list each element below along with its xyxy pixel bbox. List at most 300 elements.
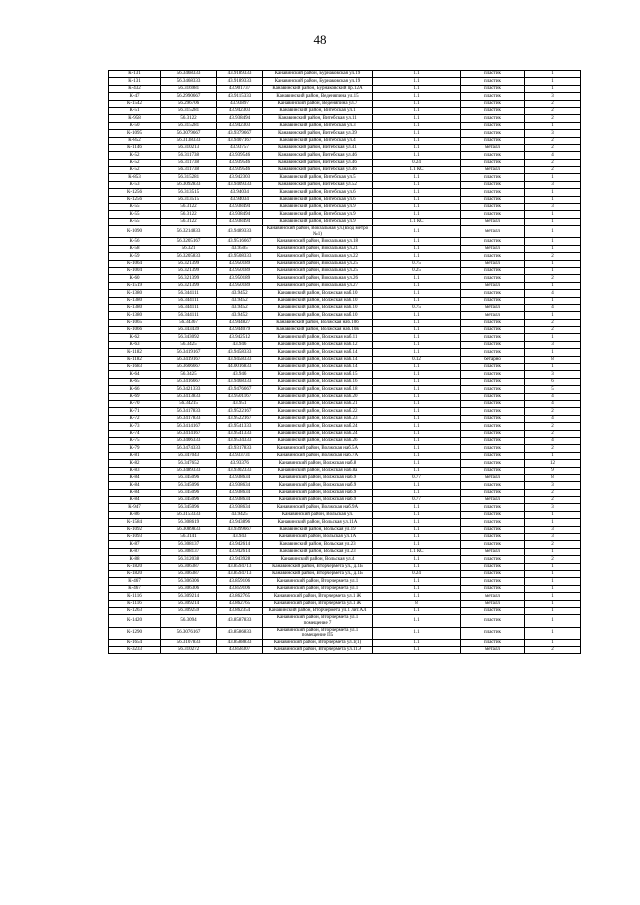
- count-cell: 2: [525, 430, 581, 437]
- container-code-cell: К-62: [109, 334, 161, 341]
- latitude-cell: 56.311738: [161, 152, 217, 159]
- address-cell: Канавинский район, Вторчермета ул.1 помещение П5: [263, 627, 373, 639]
- longitude-cell: 43.939546: [217, 159, 263, 166]
- longitude-cell: 43.9407167: [217, 137, 263, 144]
- material-cell: пластик: [461, 122, 525, 129]
- table-row: [109, 364, 581, 371]
- material-cell: пластик: [461, 174, 525, 181]
- table-row: [109, 204, 581, 211]
- longitude-cell: 43.9501167: [217, 393, 263, 400]
- latitude-cell: 56.308137: [161, 548, 217, 555]
- latitude-cell: 56.3079667: [161, 130, 217, 137]
- longitude-cell: 43.8587833: [217, 615, 263, 627]
- address-cell: Канавинский район, Волжская наб.7А: [263, 452, 373, 459]
- container-code-cell: К-1380: [109, 312, 161, 319]
- table-row: [109, 144, 581, 151]
- address-cell: Канавинский район, Волжская наб.10: [263, 304, 373, 311]
- volume-cell: 1.1: [373, 378, 461, 385]
- table-row: [109, 511, 581, 518]
- material-cell: пластик: [461, 319, 525, 326]
- table-row: [109, 174, 581, 181]
- address-cell: Канавинский район, Волжская наб.16: [263, 378, 373, 385]
- table-row: [109, 578, 581, 585]
- longitude-cell: 44.0016833: [217, 364, 263, 371]
- material-cell: пластик: [461, 460, 525, 467]
- material-cell: металл: [461, 282, 525, 289]
- volume-cell: 1.1: [373, 152, 461, 159]
- latitude-cell: 56.343092: [161, 334, 217, 341]
- count-cell: 9: [525, 467, 581, 474]
- count-cell: 2: [525, 275, 581, 282]
- longitude-cell: 43.862765: [217, 593, 263, 600]
- latitude-cell: 56.3092833: [161, 181, 217, 188]
- container-code-cell: К-467: [109, 578, 161, 585]
- longitude-cell: 43.858307: [217, 647, 263, 654]
- volume-cell: 1.1: [373, 144, 461, 151]
- longitude-cell: 43.950189: [217, 275, 263, 282]
- latitude-cell: 56.315281: [161, 122, 217, 129]
- longitude-cell: 43.9505: [217, 245, 263, 252]
- address-cell: Канавинский район, Волжская наб.24: [263, 423, 373, 430]
- table-row: [109, 181, 581, 188]
- material-cell: пластик: [461, 93, 525, 100]
- table-row: [109, 563, 581, 570]
- address-cell: Канавинский район, Волжская наб.10: [263, 312, 373, 319]
- count-cell: 2: [525, 327, 581, 334]
- table-row: [109, 615, 581, 627]
- table-row: [109, 349, 581, 356]
- address-cell: Канавинский район, Вокзальная ул.22: [263, 253, 373, 260]
- count-cell: 1: [525, 312, 581, 319]
- table-row: [109, 386, 581, 393]
- material-cell: пластик: [461, 541, 525, 548]
- count-cell: 1: [525, 238, 581, 245]
- container-code-cell: К-82: [109, 460, 161, 467]
- container-code-cell: К-1519: [109, 282, 161, 289]
- table-row: [109, 152, 581, 159]
- latitude-cell: 56.306387: [161, 570, 217, 577]
- container-code-cell: К-1065: [109, 319, 161, 326]
- material-cell: пластик: [461, 290, 525, 297]
- longitude-cell: 43.9516667: [217, 238, 263, 245]
- table-row: [109, 211, 581, 218]
- longitude-cell: 43.944079: [217, 327, 263, 334]
- container-code-cell: К-1064: [109, 260, 161, 267]
- longitude-cell: 43.862354: [217, 607, 263, 614]
- table-row: [109, 275, 581, 282]
- table-row: [109, 400, 581, 407]
- volume-cell: 1.1: [373, 593, 461, 600]
- volume-cell: 1.1: [373, 585, 461, 592]
- address-cell: Канавинский район, Волжская наб.10: [263, 297, 373, 304]
- table-row: [109, 356, 581, 363]
- volume-cell: 1.1: [373, 408, 461, 415]
- material-cell: пластик: [461, 378, 525, 385]
- address-cell: Канавинский район, Вольская ул.23: [263, 548, 373, 555]
- material-cell: пластик: [461, 204, 525, 211]
- latitude-cell: 56.308619: [161, 519, 217, 526]
- volume-cell: 0.77: [373, 474, 461, 481]
- volume-cell: 1.1: [373, 319, 461, 326]
- latitude-cell: 56.2990667: [161, 93, 217, 100]
- latitude-cell: 56.345096: [161, 489, 217, 496]
- count-cell: 2: [525, 541, 581, 548]
- table-row: [109, 218, 581, 225]
- count-cell: 4: [525, 415, 581, 422]
- material-cell: пластик: [461, 297, 525, 304]
- volume-cell: 1.1: [373, 71, 461, 78]
- address-cell: Канавинский район, Вольская ул.11А: [263, 519, 373, 526]
- material-cell: металл: [461, 260, 525, 267]
- count-cell: 2: [525, 489, 581, 496]
- volume-cell: 1.1 КС: [373, 548, 461, 555]
- volume-cell: 1.1: [373, 341, 461, 348]
- latitude-cell: 56.345096: [161, 497, 217, 504]
- material-cell: пластик: [461, 71, 525, 78]
- longitude-cell: 43.942614: [217, 541, 263, 548]
- container-code-cell: К-55: [109, 204, 161, 211]
- material-cell: пластик: [461, 482, 525, 489]
- container-code-cell: К-63: [109, 341, 161, 348]
- material-cell: пластик: [461, 275, 525, 282]
- address-cell: Канавинский район, Витебская ул.6: [263, 196, 373, 203]
- address-cell: Канавинский район, Вторчермета ул.11Э: [263, 647, 373, 654]
- volume-cell: 1.1: [373, 137, 461, 144]
- material-cell: пластик: [461, 570, 525, 577]
- address-cell: Канавинский район, Волжская наб.9: [263, 489, 373, 496]
- volume-cell: 1.1: [373, 100, 461, 107]
- address-cell: Канавинский район, Волжская наб.22: [263, 408, 373, 415]
- latitude-cell: 56.3606667: [161, 364, 217, 371]
- count-cell: 2: [525, 253, 581, 260]
- waste-container-table: [108, 70, 581, 654]
- volume-cell: 1.1: [373, 85, 461, 92]
- table-row: [109, 437, 581, 444]
- address-cell: Канавинский район, Витебская ул.11: [263, 115, 373, 122]
- volume-cell: 1.1: [373, 615, 461, 627]
- latitude-cell: 56.3089833: [161, 526, 217, 533]
- longitude-cell: 43.9476667: [217, 386, 263, 393]
- table-row: [109, 290, 581, 297]
- container-code-cell: К-1095: [109, 130, 161, 137]
- count-cell: 1: [525, 511, 581, 518]
- longitude-cell: 43.9189333: [217, 78, 263, 85]
- address-cell: Канавинский район, Волжская наб.26: [263, 437, 373, 444]
- latitude-cell: 56.321399: [161, 260, 217, 267]
- latitude-cell: 56.3122: [161, 115, 217, 122]
- address-cell: Канавинский район, Вторчермета ул.1: [263, 578, 373, 585]
- address-cell: Канавинский район, Волжская наб.10б: [263, 319, 373, 326]
- address-cell: Канавинский район, Витебская ул.9: [263, 218, 373, 225]
- container-code-cell: К-86: [109, 511, 161, 518]
- count-cell: 1: [525, 615, 581, 627]
- container-code-cell: К-87: [109, 541, 161, 548]
- material-cell: пластик: [461, 437, 525, 444]
- table-row: [109, 489, 581, 496]
- longitude-cell: 43.9468333: [217, 378, 263, 385]
- table-row: [109, 267, 581, 274]
- longitude-cell: 43.8594713: [217, 570, 263, 577]
- material-cell: пластик: [461, 267, 525, 274]
- volume-cell: 1.1: [373, 511, 461, 518]
- count-cell: 1: [525, 334, 581, 341]
- address-cell: Канавинский район, Веденяпина ул.15: [263, 93, 373, 100]
- container-code-cell: К-432: [109, 85, 161, 92]
- material-cell: металл: [461, 600, 525, 607]
- table-row: [109, 341, 581, 348]
- latitude-cell: 56.3138333: [161, 137, 217, 144]
- volume-cell: 1.1 КС: [373, 218, 461, 225]
- latitude-cell: 56.347652: [161, 460, 217, 467]
- container-code-cell: К-84: [109, 489, 161, 496]
- latitude-cell: 56.296706: [161, 100, 217, 107]
- longitude-cell: 43.938634: [217, 474, 263, 481]
- longitude-cell: 43.942303: [217, 174, 263, 181]
- count-cell: 5: [525, 386, 581, 393]
- table-row: [109, 474, 581, 481]
- longitude-cell: 43.946: [217, 371, 263, 378]
- longitude-cell: 43.942303: [217, 107, 263, 114]
- latitude-cell: 56.312038: [161, 556, 217, 563]
- count-cell: 3: [525, 482, 581, 489]
- material-cell: металл: [461, 497, 525, 504]
- count-cell: 1: [525, 78, 581, 85]
- material-cell: пластик: [461, 364, 525, 371]
- material-cell: пластик: [461, 211, 525, 218]
- count-cell: 1: [525, 563, 581, 570]
- count-cell: 8: [525, 356, 581, 363]
- latitude-cell: 56.313515: [161, 196, 217, 203]
- container-code-cell: К-1542: [109, 100, 161, 107]
- container-code-cell: К-947: [109, 504, 161, 511]
- volume-cell: 1.1: [373, 639, 461, 646]
- address-cell: Канавинский район, Вокзальная ул.26: [263, 275, 373, 282]
- longitude-cell: 43.8594713: [217, 563, 263, 570]
- material-cell: металл: [461, 167, 525, 174]
- container-code-cell: К-71: [109, 408, 161, 415]
- volume-cell: 1.1: [373, 204, 461, 211]
- latitude-cell: 56.321399: [161, 275, 217, 282]
- container-code-cell: К-1116: [109, 593, 161, 600]
- container-code-cell: К-56: [109, 238, 161, 245]
- material-cell: пластик: [461, 189, 525, 196]
- count-cell: 1: [525, 570, 581, 577]
- table-row: [109, 534, 581, 541]
- material-cell: пластик: [461, 78, 525, 85]
- longitude-cell: 43.938494: [217, 204, 263, 211]
- address-cell: Канавинский район, Волжская наб.12: [263, 341, 373, 348]
- address-cell: Канавинский район, Волжская наб.18: [263, 386, 373, 393]
- address-cell: Канавинский район, Волжская наб.23: [263, 415, 373, 422]
- table-body: [109, 71, 581, 654]
- volume-cell: 1.1: [373, 226, 461, 238]
- address-cell: Канавинский район, Вторчермета ул.1: [263, 585, 373, 592]
- material-cell: пластик: [461, 511, 525, 518]
- latitude-cell: 56.310213: [161, 144, 217, 151]
- container-code-cell: К-74: [109, 430, 161, 437]
- container-code-cell: К-1820: [109, 563, 161, 570]
- volume-cell: 1.1: [373, 275, 461, 282]
- latitude-cell: 56.3414167: [161, 423, 217, 430]
- container-code-cell: К-958: [109, 115, 161, 122]
- volume-cell: 1.1: [373, 211, 461, 218]
- longitude-cell: 43.9317833: [217, 445, 263, 452]
- latitude-cell: 56.3419167: [161, 349, 217, 356]
- count-cell: 1: [525, 585, 581, 592]
- longitude-cell: 43.9399667: [217, 526, 263, 533]
- table-row: [109, 304, 581, 311]
- latitude-cell: 56.311738: [161, 159, 217, 166]
- table-row: [109, 196, 581, 203]
- count-cell: 2: [525, 144, 581, 151]
- volume-cell: 1.1: [373, 445, 461, 452]
- longitude-cell: 43.8586833: [217, 627, 263, 639]
- address-cell: Канавинский район, Вторчермета ул., д.1Б: [263, 563, 373, 570]
- table-row: [109, 189, 581, 196]
- volume-cell: 1.1: [373, 607, 461, 614]
- address-cell: Канавинский район, Волжская наб.5А: [263, 445, 373, 452]
- page-number: 48: [313, 32, 327, 47]
- container-code-cell: К-87: [109, 548, 161, 555]
- table-row: [109, 593, 581, 600]
- latitude-cell: 56.345096: [161, 474, 217, 481]
- volume-cell: 1.1 КС: [373, 167, 461, 174]
- volume-cell: 1.1: [373, 181, 461, 188]
- count-cell: 4: [525, 400, 581, 407]
- container-code-cell: К-1263: [109, 607, 161, 614]
- material-cell: металл: [461, 312, 525, 319]
- latitude-cell: 56.3468333: [161, 71, 217, 78]
- container-code-cell: К-81: [109, 452, 161, 459]
- longitude-cell: 43.939546: [217, 167, 263, 174]
- latitude-cell: 56.3076167: [161, 627, 217, 639]
- material-cell: пластик: [461, 534, 525, 541]
- longitude-cell: 43.942303: [217, 122, 263, 129]
- container-code-cell: К-1182: [109, 349, 161, 356]
- table-row: [109, 430, 581, 437]
- material-cell: пластик: [461, 253, 525, 260]
- count-cell: 1: [525, 85, 581, 92]
- count-cell: 1: [525, 267, 581, 274]
- count-cell: 2: [525, 647, 581, 654]
- volume-cell: 1.1: [373, 400, 461, 407]
- longitude-cell: 43.943: [217, 534, 263, 541]
- latitude-cell: 56.313515: [161, 189, 217, 196]
- container-code-cell: К-55: [109, 218, 161, 225]
- latitude-cell: 56.3425: [161, 371, 217, 378]
- container-code-cell: К-1182: [109, 356, 161, 363]
- longitude-cell: 43.9489333: [217, 226, 263, 238]
- longitude-cell: 43.9458333: [217, 349, 263, 356]
- volume-cell: 1.1: [373, 482, 461, 489]
- address-cell: Канавинский район, Витебская ул.9: [263, 211, 373, 218]
- longitude-cell: 43.94034: [217, 189, 263, 196]
- address-cell: Канавинский район, Вокзальная ул.25: [263, 260, 373, 267]
- count-cell: 2: [525, 159, 581, 166]
- address-cell: Канавинский район, Витебская ул.1: [263, 107, 373, 114]
- address-cell: Канавинский район, Вокзальная ул.27: [263, 282, 373, 289]
- address-cell: Канавинский район, Витебская ул.46: [263, 152, 373, 159]
- volume-cell: 1.1: [373, 327, 461, 334]
- count-cell: 6: [525, 378, 581, 385]
- table-row: [109, 600, 581, 607]
- count-cell: 1: [525, 196, 581, 203]
- latitude-cell: 56.34367: [161, 319, 217, 326]
- latitude-cell: 56.308137: [161, 541, 217, 548]
- container-code-cell: К-73: [109, 423, 161, 430]
- volume-cell: 1.1: [373, 386, 461, 393]
- count-cell: 1: [525, 452, 581, 459]
- volume-cell: 1.1: [373, 130, 461, 137]
- count-cell: 1: [525, 189, 581, 196]
- latitude-cell: 56.3122: [161, 204, 217, 211]
- container-code-cell: К-1116: [109, 600, 161, 607]
- material-cell: пластик: [461, 408, 525, 415]
- volume-cell: 1.1: [373, 349, 461, 356]
- container-code-cell: К-1420: [109, 615, 161, 627]
- material-cell: пластик: [461, 371, 525, 378]
- longitude-cell: 43.950189: [217, 260, 263, 267]
- address-cell: Канавинский район, Волжская наб.10в: [263, 327, 373, 334]
- count-cell: 1: [525, 226, 581, 238]
- material-cell: пластик: [461, 563, 525, 570]
- longitude-cell: 43.944827: [217, 319, 263, 326]
- table-row: [109, 445, 581, 452]
- volume-cell: 1.1: [373, 282, 461, 289]
- address-cell: Канавинский район, Вокзальная ул.(вход метро №1): [263, 226, 373, 238]
- material-cell: пластик: [461, 393, 525, 400]
- address-cell: Канавинский район, Бурнаковская ул.19: [263, 71, 373, 78]
- address-cell: Канавинский район, Вольская ул.23: [263, 541, 373, 548]
- count-cell: 2: [525, 423, 581, 430]
- count-cell: 1: [525, 260, 581, 267]
- address-cell: Канавинский район, Вторчермета ул.1 Ж: [263, 593, 373, 600]
- longitude-cell: 43.93376: [217, 460, 263, 467]
- count-cell: 1: [525, 297, 581, 304]
- address-cell: Канавинский район, Волжская наб.24: [263, 430, 373, 437]
- longitude-cell: 43.8588833: [217, 639, 263, 646]
- latitude-cell: 56.3414167: [161, 430, 217, 437]
- count-cell: 3: [525, 526, 581, 533]
- volume-cell: 1.1: [373, 430, 461, 437]
- longitude-cell: 43.943928: [217, 556, 263, 563]
- table-row: [109, 93, 581, 100]
- material-cell: пластик: [461, 627, 525, 639]
- volume-cell: 1.1: [373, 504, 461, 511]
- volume-cell: 1.1: [373, 460, 461, 467]
- volume-cell: 1.1: [373, 93, 461, 100]
- material-cell: пластик: [461, 639, 525, 646]
- longitude-cell: 43.9522167: [217, 415, 263, 422]
- volume-cell: 0.25: [373, 267, 461, 274]
- container-code-cell: К-66: [109, 386, 161, 393]
- count-cell: 1: [525, 174, 581, 181]
- address-cell: Канавинский район, Волжская наб.14: [263, 356, 373, 363]
- address-cell: Канавинский район, Вокзальная ул.25: [263, 267, 373, 274]
- volume-cell: 0.12: [373, 356, 461, 363]
- longitude-cell: 43.9541333: [217, 423, 263, 430]
- address-cell: Канавинский район, Волжская наб.9: [263, 474, 373, 481]
- count-cell: 3: [525, 93, 581, 100]
- address-cell: Канавинский район, Витебская ул.3: [263, 122, 373, 129]
- latitude-cell: 56.3413833: [161, 393, 217, 400]
- address-cell: Канавинский район, Вольская ул.4: [263, 556, 373, 563]
- container-code-cell: К-1093: [109, 534, 161, 541]
- address-cell: Канавинский район, Витебская ул.39: [263, 130, 373, 137]
- material-cell: пластик: [461, 386, 525, 393]
- volume-cell: 1.1: [373, 519, 461, 526]
- container-code-cell: К-59: [109, 253, 161, 260]
